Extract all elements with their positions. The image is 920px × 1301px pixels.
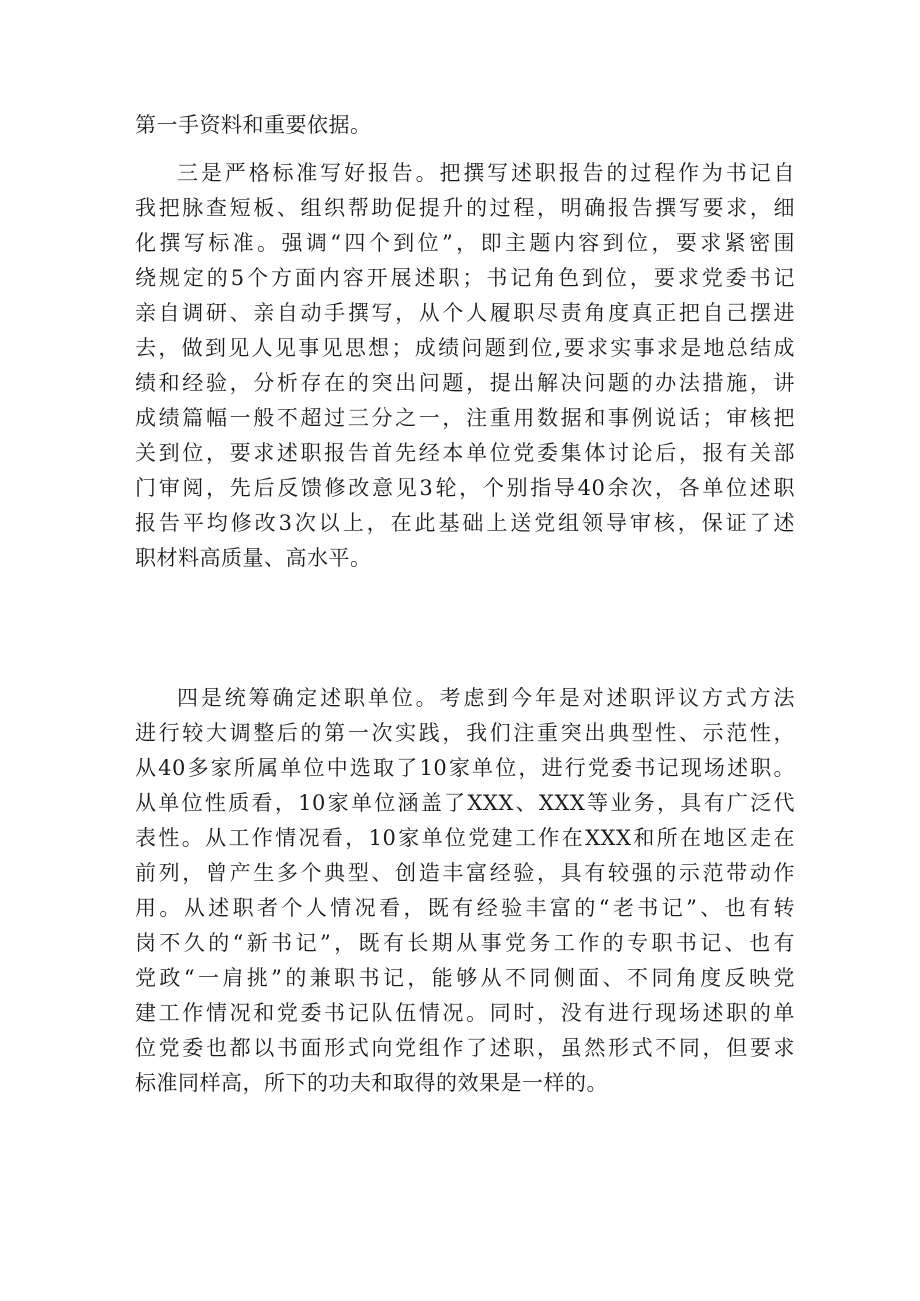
- text-line: 我把脉查短板、组织帮助促提升的过程，明确报告撰写要求，细: [135, 196, 795, 220]
- paragraph-four: [135, 681, 795, 1101]
- text-line: 进行较大调整后的第一次实践，我们注重突出典型性、示范性，: [135, 721, 795, 745]
- text-line: 四是统筹确定述职单位。考虑到今年是对述职评议方式方法: [177, 686, 795, 710]
- text-line: 去，做到见人见事见思想；成绩问题到位,要求实事求是地总结成: [135, 336, 795, 360]
- text-line: 门审阅，先后反馈修改意见3轮，个别指导40余次，各单位述职: [135, 476, 795, 500]
- paragraph-three: [135, 156, 795, 576]
- text-line: 用。从述职者个人情况看，既有经验丰富的“老书记”、也有转: [135, 896, 795, 920]
- text-line: 前列，曾产生多个典型、创造丰富经验，具有较强的示范带动作: [135, 861, 795, 885]
- text-line: 位党委也都以书面形式向党组作了述职，虽然形式不同，但要求: [135, 1036, 795, 1060]
- text-line: 岗不久的“新书记”，既有长期从事党务工作的专职书记、也有: [135, 931, 795, 955]
- text-line: 绩和经验，分析存在的突出问题，提出解决问题的办法措施，讲: [135, 371, 795, 395]
- text-line: 成绩篇幅一般不超过三分之一，注重用数据和事例说话；审核把: [135, 406, 795, 430]
- text-line: 绕规定的5个方面内容开展述职；书记角色到位，要求党委书记: [135, 266, 795, 290]
- text-line: 第一手资料和重要依据。: [135, 113, 372, 137]
- text-line: 建工作情况和党委书记队伍情况。同时，没有进行现场述职的单: [135, 1001, 795, 1025]
- text-line: 从单位性质看，10家单位涵盖了XXX、XXX等业务，具有广泛代: [135, 791, 795, 815]
- text-line: 化撰写标准。强调“四个到位”，即主题内容到位，要求紧密围: [135, 231, 795, 255]
- text-line: 三是严格标准写好报告。把撰写述职报告的过程作为书记自: [177, 161, 795, 185]
- paragraph-fragment: [135, 108, 795, 143]
- text-line: 标准同样高，所下的功夫和取得的效果是一样的。: [135, 1071, 608, 1095]
- text-line: 报告平均修改3次以上，在此基础上送党组领导审核，保证了述: [135, 511, 795, 535]
- text-line: 关到位，要求述职报告首先经本单位党委集体讨论后，报有关部: [135, 441, 795, 465]
- text-line: 亲自调研、亲自动手撰写，从个人履职尽责角度真正把自己摆进: [135, 301, 795, 325]
- text-line: 职材料高质量、高水平。: [135, 546, 372, 570]
- text-line: 表性。从工作情况看，10家单位党建工作在XXX和所在地区走在: [135, 826, 795, 850]
- text-line: 从40多家所属单位中选取了10家单位，进行党委书记现场述职。: [135, 756, 795, 780]
- text-line: 党政“一肩挑”的兼职书记，能够从不同侧面、不同角度反映党: [135, 966, 795, 990]
